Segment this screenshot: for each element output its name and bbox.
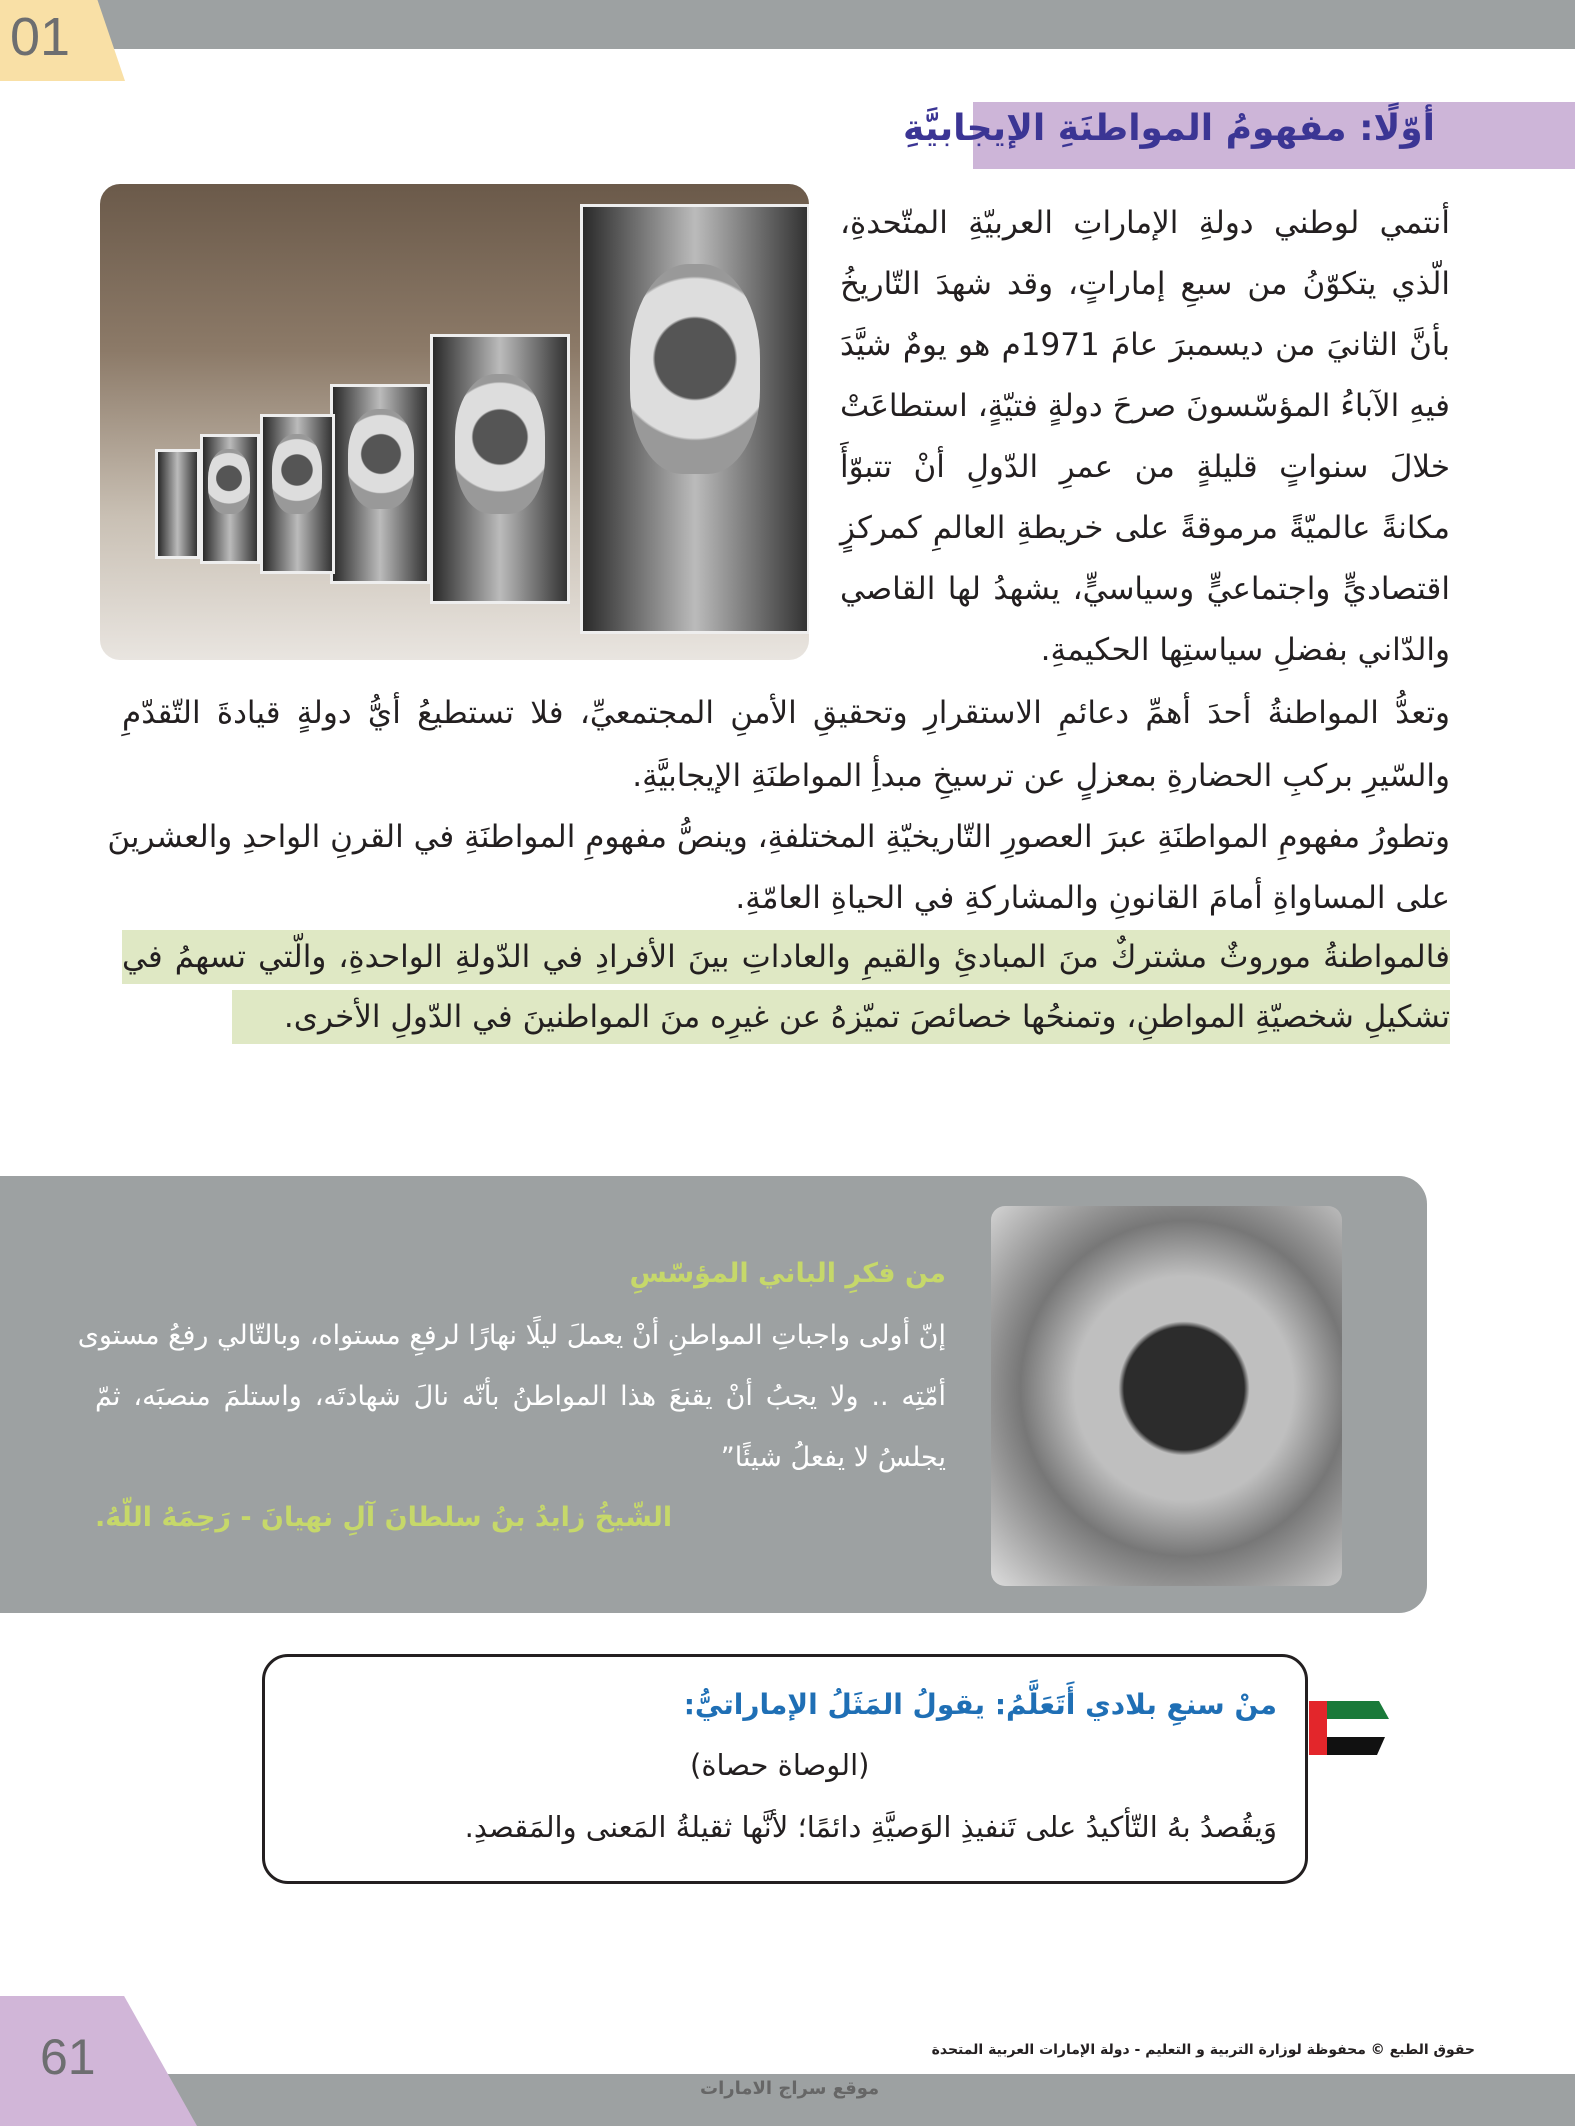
site-watermark: موقع سراج الامارات (700, 2078, 880, 2099)
section-title: أوّلًا: مفهومُ المواطنَةِ الإيجابيَّةِ (903, 108, 1435, 149)
text-line: خلالَ سنواتٍ قليلةٍ من عمرِ الدّولِ أنْ تتبوّأَ (840, 449, 1450, 485)
page-number: 61 (40, 2029, 96, 2085)
text-line: بأنَّ الثانيَ من ديسمبرَ عامَ 1971م هو يومٌ شيَّدَ (840, 327, 1450, 363)
text-line: وتطورُ مفهومِ المواطنَةِ عبرَ العصورِ التّاريخيّةِ المختلفةِ، وينصُّ مفهومِ المواطنَةِ في القرنِ الواحدِ والعشرينَ (107, 819, 1450, 855)
text-line: أنتمي لوطني دولةِ الإماراتِ العربيّةِ المتّحدةِ، (840, 205, 1450, 241)
proverb-text: (الوصاة حصاة) (690, 1748, 870, 1782)
text-line: الّذي يتكوّنُ من سبعِ إماراتٍ، وقد شهدَ التّاريخُ (840, 266, 1450, 302)
copyright-notice: حقوق الطبع © محفوظة لوزارة التربية و التعليم - دولة الإمارات العربية المتحدة (931, 2042, 1475, 2058)
highlighted-text-line: تشكيلِ شخصيّةِ المواطنِ، وتمنحُها خصائصَ تميّزهُ عن غيرِه منَ المواطنينَ في الدّولِ الأخرى. (283, 999, 1450, 1035)
text-line: وتعدُّ المواطنةُ أحدَ أهمِّ دعائمِ الاستقرارِ وتحقيقِ الأمنِ المجتمعيِّ، فلا تستطيعُ أيُّ دولةٍ قيادةَ التّقدّمِ (122, 695, 1450, 731)
text-line: فيهِ الآباءُ المؤسّسونَ صرحَ دولةٍ فتيّةٍ، استطاعَتْ (840, 388, 1450, 424)
text-line: والدّاني بفضلِ سياستِها الحكيمةِ. (1040, 632, 1450, 668)
proverb-heading: منْ سنعِ بلادي أَتَعَلَّمُ: يقولُ المَثَلُ الإماراتيُّ: (683, 1688, 1277, 1721)
highlighted-text-line: فالمواطنةُ موروثٌ مشتركٌ منَ المبادئِ والقيمِ والعاداتِ بينَ الأفرادِ في الدّولةِ الواحدةِ، والّتي تسهمُ في (122, 939, 1450, 975)
quote-heading: من فكرِ الباني المؤسّسِ (629, 1258, 946, 1289)
quote-line: إنّ أولى واجباتِ المواطنِ أنْ يعملَ ليلًا نهارًا لرفعِ مستواه، وبالتّالي رفعُ مستوى (77, 1320, 946, 1351)
text-line: والسّيرِ بركبِ الحضارةِ بمعزلٍ عن ترسيخِ مبدأِ المواطنَةِ الإيجابيَّةِ. (632, 758, 1450, 794)
quote-author: الشّيخُ زايدُ بنُ سلطانَ آلِ نهيانَ - رَحِمَهُ اللّهُ. (95, 1502, 673, 1533)
chapter-number: 01 (10, 7, 71, 67)
top-bar (0, 0, 1575, 49)
proverb-meaning: وَيقُصدُ بهُ التّأكيدُ على تَنفيذِ الوَصيَّةِ دائمًا؛ لأنَّها ثقيلةُ المَعنى والمَقصدِ. (464, 1810, 1277, 1844)
text-line: مكانةً عالميّةً مرموقةً على خريطةِ العالمِ كمركزٍ (840, 510, 1450, 546)
page-number-tab (0, 1996, 197, 2126)
text-line: على المساواةِ أمامَ القانونِ والمشاركةِ في الحياةِ العامّةِ. (735, 880, 1450, 916)
sheikh-zayed-portrait (991, 1206, 1342, 1586)
quote-line: يجلسُ لا يفعلُ شيئًا” (720, 1442, 946, 1473)
quote-line: أمّتِه .. ولا يجبُ أنْ يقنعَ هذا المواطنُ بأنّه نالَ شهادتَه، واستلمَ منصبَه، ثمّ (95, 1381, 946, 1412)
founders-gallery-photo (100, 184, 809, 660)
uae-flag-icon (1309, 1701, 1389, 1755)
text-line: اقتصاديٍّ واجتماعيٍّ وسياسيٍّ، يشهدُ لها القاصي (840, 571, 1450, 607)
